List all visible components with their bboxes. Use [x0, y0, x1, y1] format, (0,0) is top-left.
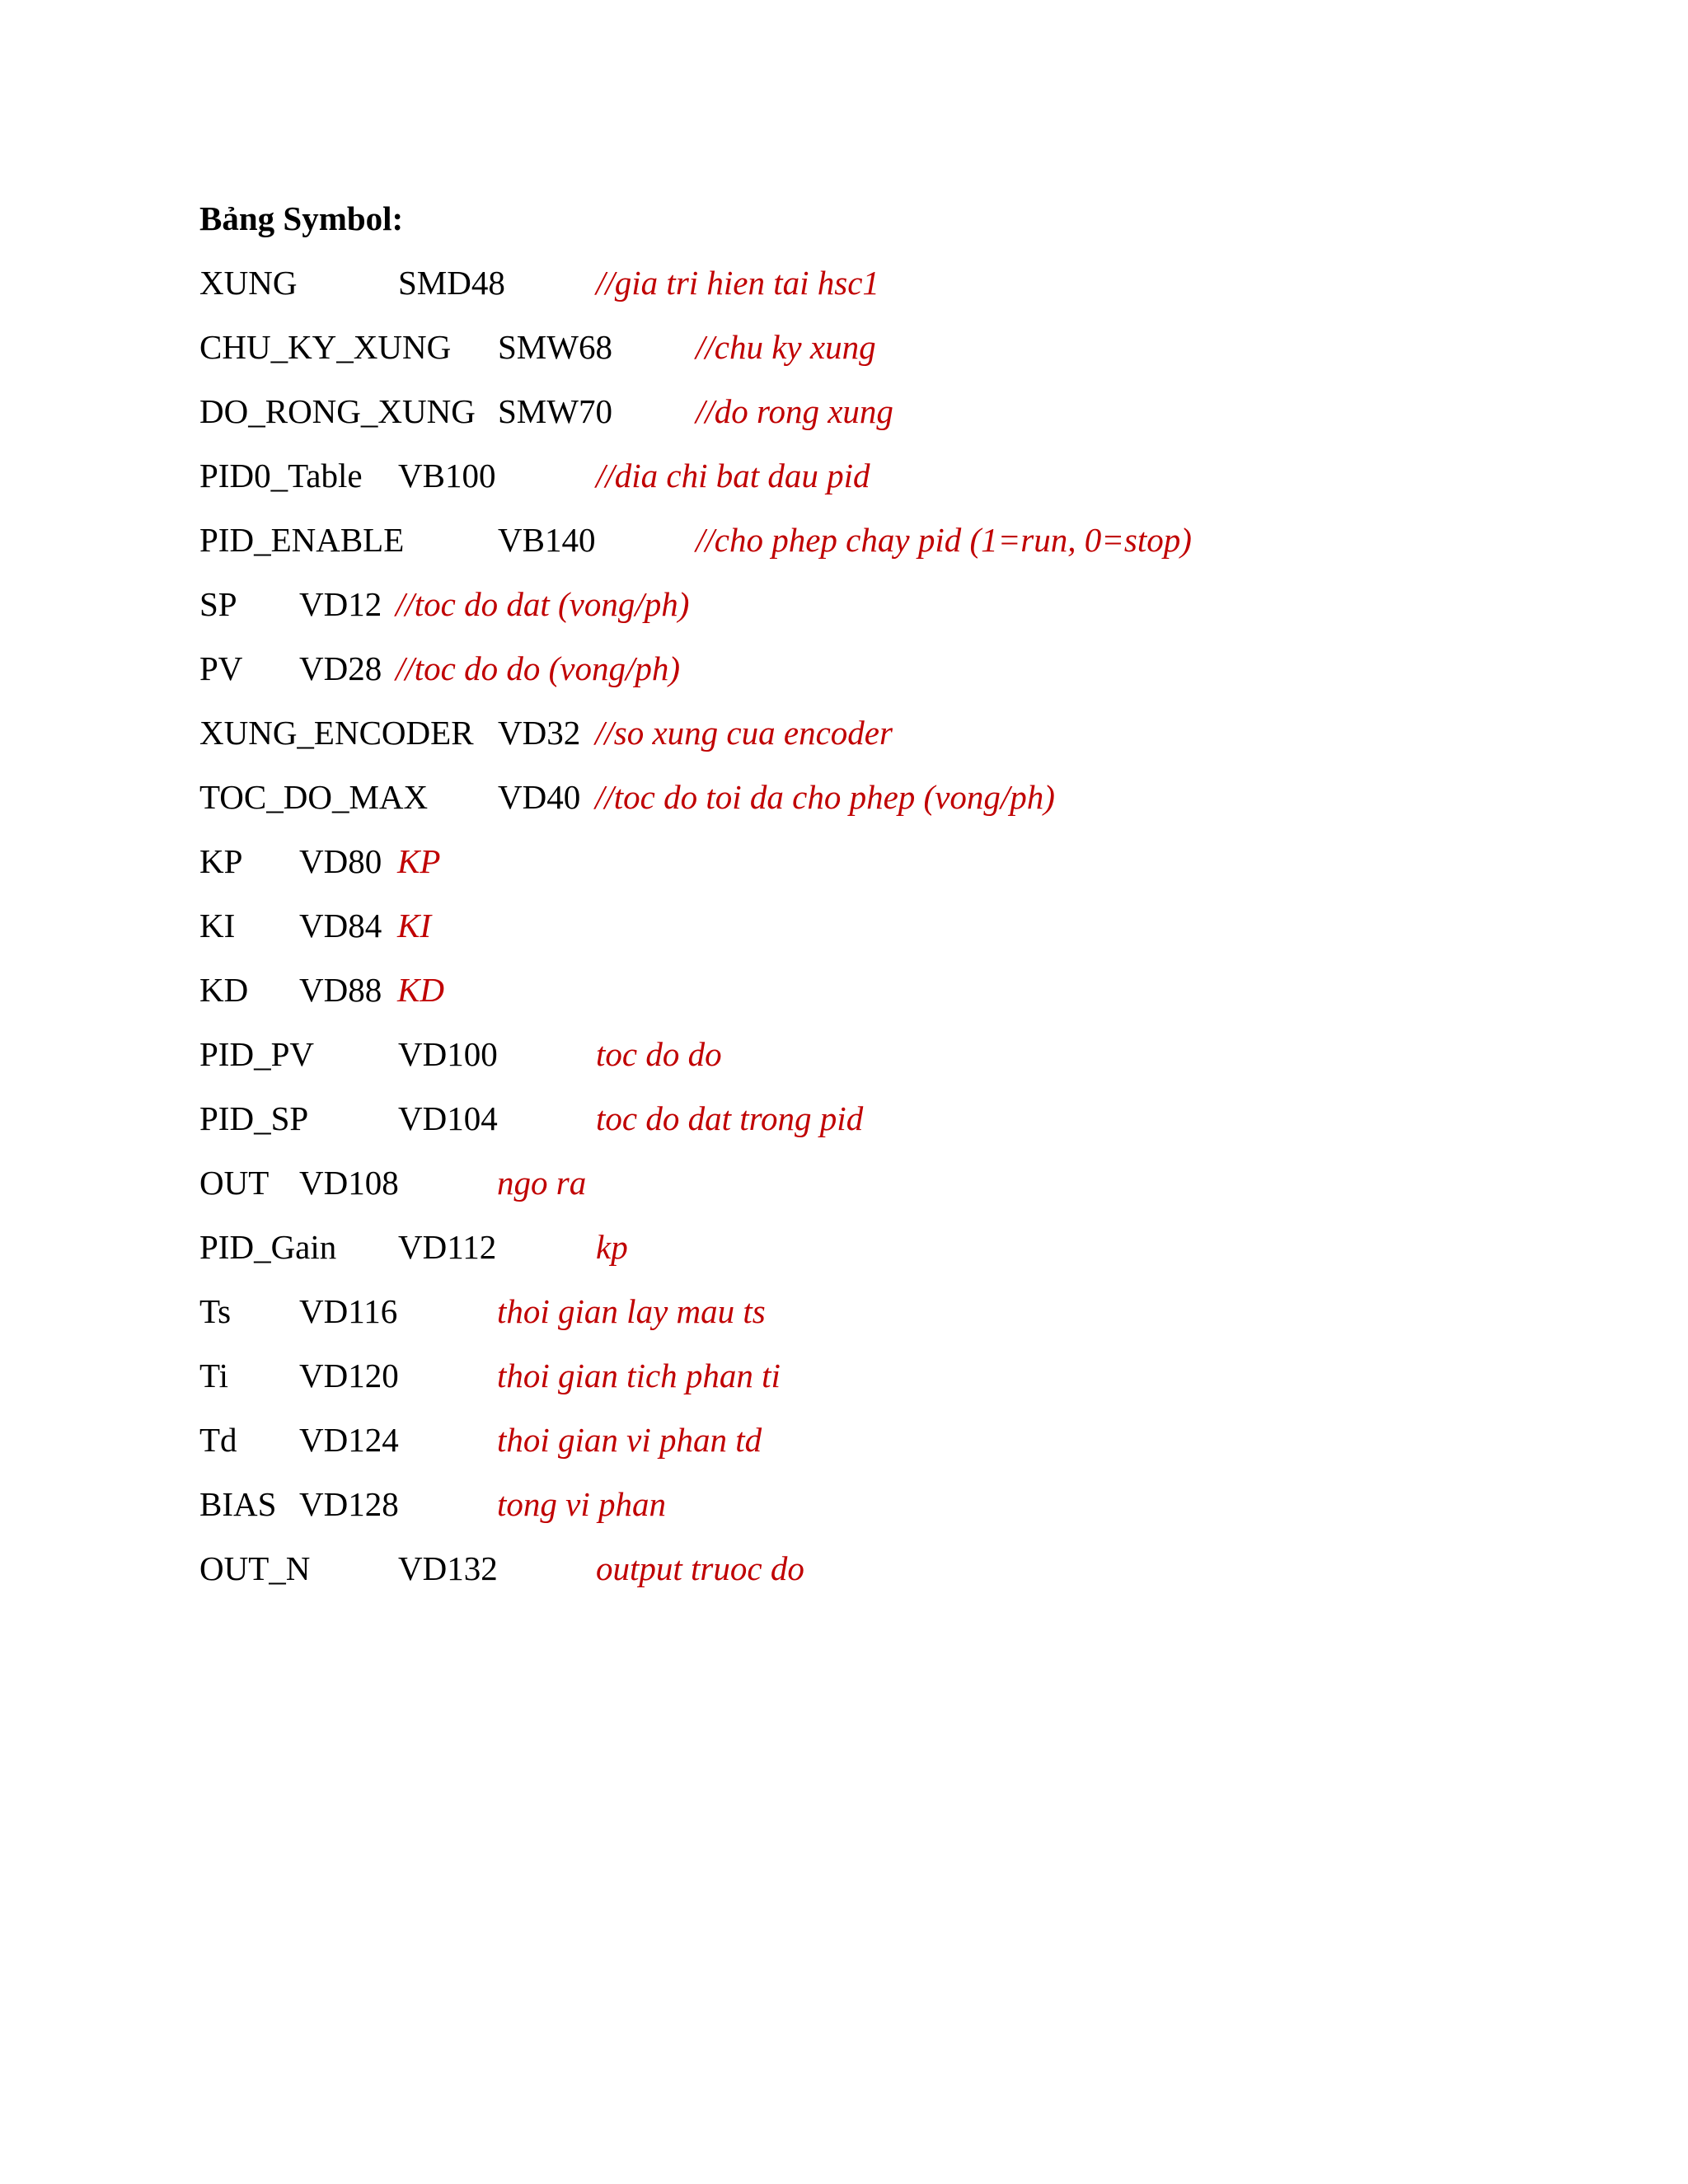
symbol-name: OUT_N — [199, 1549, 311, 1587]
symbol-name: PID_PV — [199, 1035, 314, 1073]
symbol-row — [0, 326, 1688, 368]
symbol-row — [0, 1291, 1688, 1332]
symbol-address: VD100 — [398, 1035, 498, 1073]
symbol-address: VB140 — [498, 521, 596, 559]
symbol-name: XUNG — [199, 264, 298, 302]
symbol-row — [0, 519, 1688, 560]
symbol-address: VD124 — [299, 1421, 399, 1459]
symbol-row — [0, 391, 1688, 432]
symbol-address: VD104 — [398, 1099, 498, 1137]
symbol-row — [0, 1162, 1688, 1203]
symbol-row — [0, 1098, 1688, 1139]
symbol-address: VB100 — [398, 457, 496, 494]
symbol-comment: tong vi phan — [497, 1485, 666, 1523]
symbol-address: VD40 — [498, 778, 581, 816]
symbol-comment: //gia tri hien tai hsc1 — [596, 264, 879, 302]
symbol-comment: //toc do toi da cho phep (vong/ph) — [595, 778, 1055, 816]
symbol-row — [0, 1548, 1688, 1589]
symbol-row — [0, 455, 1688, 496]
symbol-name: TOC_DO_MAX — [199, 778, 429, 816]
symbol-name: XUNG_ENCODER — [199, 714, 474, 752]
symbol-comment: //so xung cua encoder — [595, 714, 893, 752]
symbol-address: VD132 — [398, 1549, 498, 1587]
symbol-row — [0, 648, 1688, 689]
symbol-row — [0, 905, 1688, 946]
symbol-address: SMD48 — [398, 264, 505, 302]
symbol-name: BIAS — [199, 1485, 277, 1523]
symbol-name: PID_SP — [199, 1099, 309, 1137]
symbol-name: KP — [199, 842, 243, 880]
symbol-comment: KP — [397, 842, 441, 880]
symbol-name: KD — [199, 971, 249, 1009]
symbol-comment: output truoc do — [596, 1549, 804, 1587]
symbol-name: Ts — [199, 1292, 232, 1330]
symbol-address: VD80 — [299, 842, 382, 880]
symbol-row — [0, 262, 1688, 303]
symbol-address: VD128 — [299, 1485, 399, 1523]
symbol-row — [0, 1033, 1688, 1075]
symbol-comment: //do rong xung — [696, 392, 893, 430]
symbol-comment: KD — [397, 971, 444, 1009]
symbol-row — [0, 1226, 1688, 1268]
symbol-name: OUT — [199, 1164, 270, 1202]
symbol-comment: //toc do do (vong/ph) — [396, 649, 681, 687]
symbol-comment: //chu ky xung — [696, 328, 876, 366]
symbol-address: VD84 — [299, 907, 382, 944]
symbol-name: PID_ENABLE — [199, 521, 405, 559]
symbol-address: VD116 — [299, 1292, 398, 1330]
symbol-comment: //toc do dat (vong/ph) — [396, 585, 690, 623]
symbol-address: VD12 — [299, 585, 382, 623]
symbol-comment: kp — [596, 1228, 628, 1266]
symbol-address: SMW70 — [498, 392, 612, 430]
symbol-row — [0, 1483, 1688, 1525]
symbol-comment: toc do do — [596, 1035, 722, 1073]
symbol-address: SMW68 — [498, 328, 612, 366]
symbol-row — [0, 776, 1688, 818]
page-title: Bảng Symbol: — [199, 199, 404, 237]
symbol-name: SP — [199, 585, 237, 623]
symbol-row — [0, 712, 1688, 753]
symbol-name: KI — [199, 907, 236, 944]
symbol-address: VD120 — [299, 1357, 399, 1394]
symbol-row — [0, 1419, 1688, 1460]
symbol-address: VD28 — [299, 649, 382, 687]
symbol-comment: //cho phep chay pid (1=run, 0=stop) — [696, 521, 1192, 559]
symbol-comment: //dia chi bat dau pid — [596, 457, 870, 494]
symbol-row — [0, 969, 1688, 1010]
symbol-comment: thoi gian tich phan ti — [497, 1357, 781, 1394]
symbol-address: VD108 — [299, 1164, 399, 1202]
symbol-comment: thoi gian lay mau ts — [497, 1292, 766, 1330]
symbol-name: CHU_KY_XUNG — [199, 328, 452, 366]
symbol-comment: toc do dat trong pid — [596, 1099, 864, 1137]
symbol-row — [0, 583, 1688, 625]
symbol-comment: KI — [397, 907, 431, 944]
symbol-row — [0, 1355, 1688, 1396]
symbol-address: VD88 — [299, 971, 382, 1009]
symbol-name: PID_Gain — [199, 1228, 337, 1266]
symbol-address: VD112 — [398, 1228, 497, 1266]
symbol-name: DO_RONG_XUNG — [199, 392, 476, 430]
symbol-address: VD32 — [498, 714, 581, 752]
symbol-name: PID0_Table — [199, 457, 363, 494]
symbol-comment: ngo ra — [497, 1164, 587, 1202]
symbol-name: Td — [199, 1421, 237, 1459]
symbol-name: Ti — [199, 1357, 228, 1394]
symbol-name: PV — [199, 649, 243, 687]
symbol-row — [0, 841, 1688, 882]
symbol-comment: thoi gian vi phan td — [497, 1421, 762, 1459]
